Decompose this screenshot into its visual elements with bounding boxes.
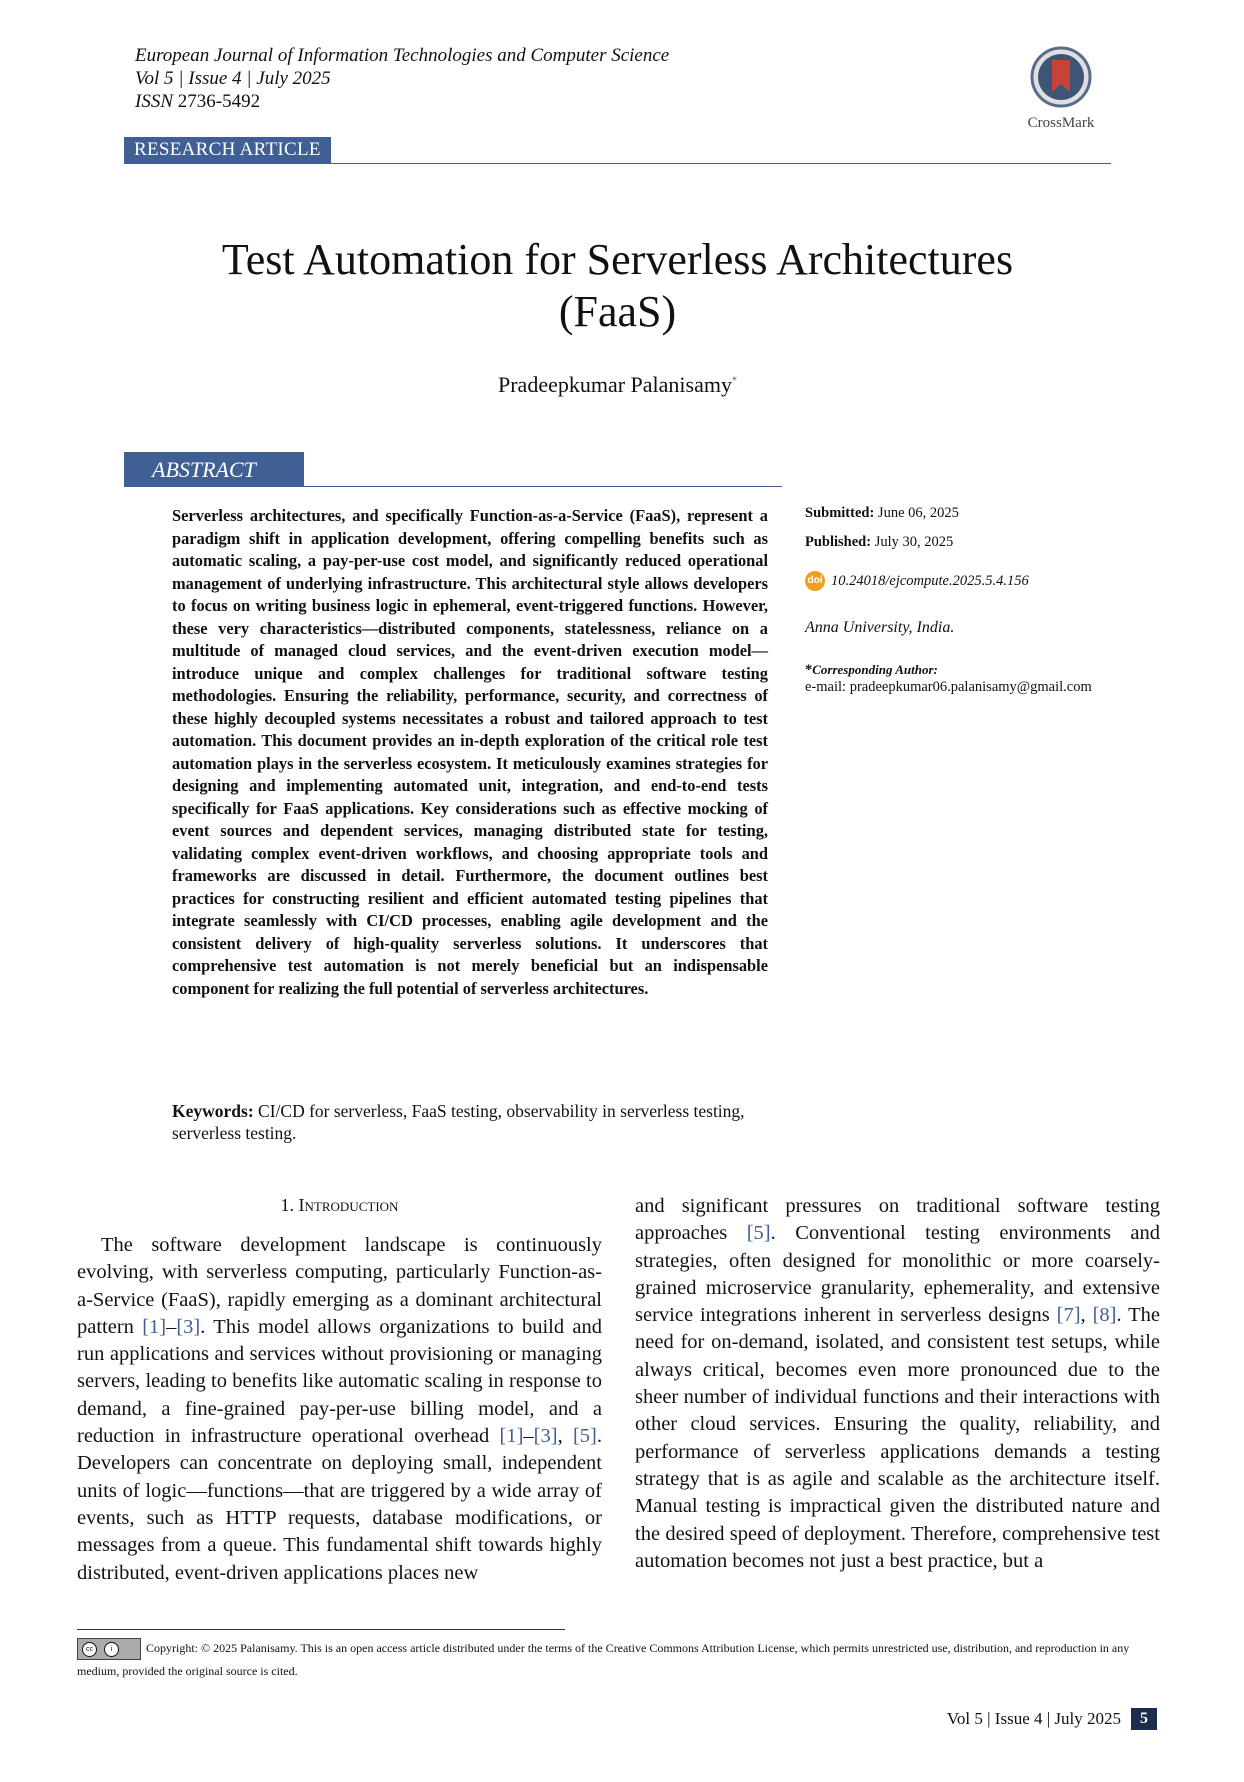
author-name: Pradeepkumar Palanisamy — [498, 372, 732, 397]
citation-link[interactable]: [3] — [533, 1425, 558, 1448]
journal-issn: ISSN 2736-5492 — [135, 91, 261, 112]
journal-name: European Journal of Information Technologies and Computer Science — [135, 45, 670, 66]
journal-header — [135, 44, 669, 113]
article-type-badge: RESEARCH ARTICLE — [124, 137, 331, 163]
citation-link[interactable]: [1] — [142, 1315, 167, 1338]
affiliation: Anna University, India. — [805, 619, 955, 636]
journal-issue: Vol 5 | Issue 4 | July 2025 — [135, 68, 331, 89]
citation-link[interactable]: [7] — [1056, 1304, 1081, 1327]
author-line — [124, 372, 1111, 398]
author-email[interactable]: e-mail: pradeepkumar06.palanisamy@gmail.com — [805, 679, 1092, 695]
page-number: 5 — [1131, 1708, 1157, 1730]
doi-icon: doi — [805, 571, 825, 591]
abstract-divider — [304, 486, 782, 487]
citation-link[interactable]: [5] — [572, 1425, 597, 1448]
author-marker: * — [732, 375, 737, 387]
citation-link[interactable]: [1] — [499, 1425, 524, 1448]
title-line-1: Test Automation for Serverless Architectures — [221, 235, 1014, 284]
keywords-text: CI/CD for serverless, FaaS testing, observability in serverless testing, serverless testing. — [172, 1101, 745, 1143]
keywords — [172, 1100, 768, 1144]
crossmark-label: CrossMark — [1027, 115, 1095, 131]
header-divider — [124, 163, 1111, 164]
article-info-sidebar — [805, 505, 1125, 696]
corresponding-author: *Corresponding Author: e-mail: pradeepkumar06.palanisamy@gmail.com — [805, 661, 1125, 696]
page-footer — [947, 1708, 1157, 1730]
abstract-heading: ABSTRACT — [124, 452, 304, 487]
footnote-divider — [77, 1629, 565, 1630]
footer-issue: Vol 5 | Issue 4 | July 2025 — [946, 1709, 1121, 1728]
copyright-notice: cc i Copyright: © 2025 Palanisamy. This is an open access article distributed under the terms of the Creative Commons Attribution License, which permits unrestricted use, distribution, and reproduction in any medium, provided the original source is cited. — [77, 1637, 1159, 1682]
submitted-row: Submitted: June 06, 2025 — [805, 505, 959, 521]
title-line-2: (FaaS) — [558, 287, 677, 336]
published-row: Published: July 30, 2025 — [805, 534, 954, 550]
citation-link[interactable]: [3] — [176, 1315, 201, 1338]
keywords-label: Keywords: — [172, 1101, 254, 1121]
doi-text[interactable]: 10.24018/ejcompute.2025.5.4.156 — [831, 572, 1029, 589]
section-heading: 1. Introduction — [280, 1195, 399, 1215]
abstract-text: Serverless architectures, and specifically Function-as-a-Service (FaaS), represent a paradigm shift in application development, offering compelling benefits such as automatic scaling, a pay-per-use cost model, and significantly reduced operational management of underlying infrastructure. This architectural style allows developers to focus on writing business logic in ephemeral, event-triggered functions. However, these very characteristics—distributed components, statelessness, reliance on a multitude of managed cloud services, and the event-driven execution model—introduce unique and complex challenges for traditional software testing methodologies. Ensuring the reliability, performance, security, and correctness of these highly decoupled systems necessitates a robust and tailored approach to test automation. This document provides an in-depth exploration of the critical role test automation plays in the serverless ecosystem. It meticulously examines strategies for designing and implementing automated unit, integration, and end-to-end tests specifically for FaaS applications. Key considerations such as effective mocking of event sources and dependent services, managing distributed state for testing, validating complex event-driven workflows, and choosing appropriate tools and frameworks are discussed in detail. Furthermore, the document outlines best practices for constructing resilient and efficient automated testing pipelines that integrate seamlessly with CI/CD processes, enabling agile development and the consistent delivery of high-quality serverless solutions. It underscores that comprehensive test automation is not merely beneficial but an indispensable component for realizing the full potential of serverless architectures. — [172, 506, 768, 998]
citation-link[interactable]: [5] — [746, 1222, 771, 1245]
doi-link[interactable] — [805, 571, 1125, 591]
cc-by-license-icon[interactable]: cc i — [77, 1638, 141, 1660]
paper-title — [124, 234, 1111, 338]
citation-link[interactable]: [8] — [1092, 1304, 1117, 1327]
intro-left-column: The software development landscape is continuously evolving, with serverless computing, particularly Function-as-a-Service (FaaS), rapidly emerging as a dominant architectural pattern [1]–[3]. This model allows organizations to build and run applications and services without provisioning or managing servers, leading to benefits like automatic scaling in response to demand, a fine-grained pay-per-use billing model, and a reduction in infrastructure operational overhead [1]–[3], [5]. Developers can concentrate on deploying small, independent units of logic—functions—that are triggered by a wide array of events, such as HTTP requests, database modifications, or messages from a queue. This fundamental shift towards highly distributed, event-driven applications places new — [77, 1234, 602, 1584]
intro-right-column: and significant pressures on traditional software testing approaches [5]. Conventional testing environments and strategies, often designed for monolithic or more coarsely-grained microservice granularity, ephemerality, and extensive service integrations inherent in serverless designs [7], [8]. The need for on-demand, isolated, and consistent test setups, while always critical, becomes even more pronounced due to the sheer number of individual functions and their interactions with other cloud services. Ensuring the quality, reliability, and performance of serverless applications demands a testing strategy that is as agile and scalable as the architecture itself. Manual testing is impractical given the distributed nature and the desired speed of deployment. Therefore, comprehensive test automation becomes not just a best practice, but a — [635, 1195, 1161, 1572]
crossmark-icon — [1030, 46, 1092, 108]
crossmark-badge[interactable] — [1016, 46, 1106, 132]
